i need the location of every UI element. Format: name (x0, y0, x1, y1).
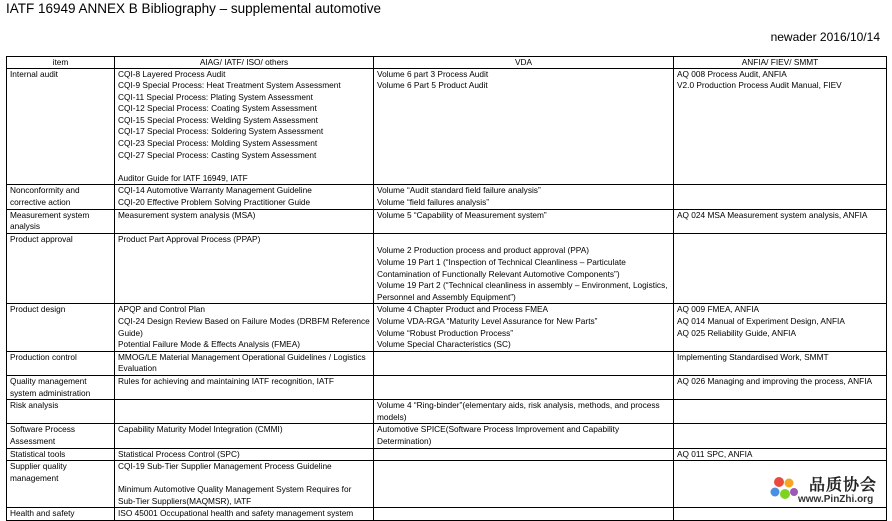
table-row (7, 209, 887, 233)
reference-entry: Implementing Standardised Work, SMMT (677, 351, 829, 362)
item-cell: Production control (7, 351, 115, 375)
reference-entry: CQI-9 Special Process: Heat Treatment System Assessment (118, 80, 341, 91)
table-row (7, 424, 887, 448)
reference-entry: Volume VDA-RGA “Maturity Level Assurance for New Parts” (377, 315, 598, 326)
reference-entry (118, 161, 370, 173)
anfia-cell (674, 351, 887, 375)
aiag-cell (115, 68, 374, 185)
reference-entry: CQI-24 Design Review Based on Failure Modes (DRBFM Reference Guide) (118, 315, 370, 338)
reference-entry: CQI-17 Special Process: Soldering System Assessment (118, 126, 324, 137)
reference-entry (118, 473, 370, 485)
anfia-cell (674, 185, 887, 209)
reference-entry: Volume “field failures analysis” (377, 197, 490, 208)
anfia-cell (674, 209, 887, 233)
anfia-cell (674, 304, 887, 351)
header-item: item (7, 57, 115, 69)
reference-entry: CQI-8 Layered Process Audit (118, 68, 226, 79)
reference-entry: CQI-20 Effective Problem Solving Practitioner Guide (118, 197, 311, 208)
author-date: newader 2016/10/14 (770, 30, 880, 44)
reference-entry: AQ 024 MSA Measurement system analysis, ANFIA (677, 209, 868, 220)
item-cell: Nonconformity and corrective action (7, 185, 115, 209)
item-cell: Risk analysis (7, 400, 115, 424)
item-cell: Measurement system analysis (7, 209, 115, 233)
reference-entry: AQ 026 Managing and improving the process, ANFIA (677, 375, 873, 386)
reference-entry: Volume Special Characteristics (SC) (377, 339, 511, 350)
vda-cell (374, 304, 674, 351)
reference-entry: Volume 4 Chapter Product and Process FMEA (377, 304, 549, 315)
aiag-cell (115, 508, 374, 521)
item-cell: Internal audit (7, 68, 115, 185)
anfia-cell (674, 400, 887, 424)
reference-entry: CQI-14 Automotive Warranty Management Guideline (118, 185, 312, 196)
vda-cell (374, 68, 674, 185)
table-row (7, 508, 887, 521)
aiag-cell (115, 375, 374, 399)
pinzhi-logo (765, 473, 889, 509)
aiag-cell (115, 304, 374, 351)
item-cell: Supplier quality management (7, 461, 115, 508)
anfia-cell (674, 233, 887, 304)
reference-entry: V2.0 Production Process Audit Manual, FIEV (677, 80, 842, 91)
table-row (7, 461, 887, 508)
reference-entry: AQ 014 Manual of Experiment Design, ANFIA (677, 315, 845, 326)
aiag-cell (115, 233, 374, 304)
vda-cell (374, 424, 674, 448)
table-row (7, 68, 887, 185)
reference-entry: AQ 008 Process Audit, ANFIA (677, 68, 787, 79)
table-row (7, 448, 887, 461)
header-vda: VDA (374, 57, 674, 69)
anfia-cell (674, 68, 887, 185)
item-cell: Health and safety (7, 508, 115, 521)
reference-entry: CQI-12 Special Process: Coating System Assessment (118, 103, 317, 114)
aiag-cell (115, 209, 374, 233)
anfia-cell (674, 508, 887, 521)
vda-cell (374, 233, 674, 304)
vda-cell (374, 461, 674, 508)
table-row (7, 304, 887, 351)
reference-entry: Minimum Automotive Quality Management System Requires for Sub-Tier Suppliers(MAQMSR), IATF (118, 484, 352, 506)
item-cell: Product design (7, 304, 115, 351)
reference-entry (377, 234, 670, 246)
reference-entry: CQI-23 Special Process: Molding System Assessment (118, 138, 318, 149)
reference-entry: Product Part Approval Process (PPAP) (118, 233, 261, 244)
item-cell: Quality management system administration (7, 375, 115, 399)
vda-cell (374, 400, 674, 424)
aiag-cell (115, 351, 374, 375)
table-row (7, 233, 887, 304)
anfia-cell (674, 424, 887, 448)
reference-entry: Volume 6 part 3 Process Audit (377, 68, 489, 79)
reference-entry: APQP and Control Plan (118, 304, 206, 315)
vda-cell (374, 448, 674, 461)
table-row (7, 400, 887, 424)
vda-cell (374, 185, 674, 209)
table-header-row (7, 57, 887, 69)
vda-cell (374, 209, 674, 233)
header-aiag: AIAG/ IATF/ ISO/ others (115, 57, 374, 69)
reference-entry: CQI-19 Sub-Tier Supplier Management Process Guideline (118, 461, 332, 472)
reference-entry: ISO 45001 Occupational health and safety management system (118, 508, 354, 519)
reference-entry: Volume “Robust Production Process” (377, 327, 514, 338)
reference-entry: Volume 6 Part 5 Product Audit (377, 80, 488, 91)
document-title: IATF 16949 ANNEX B Bibliography – supplemental automotive (6, 1, 381, 16)
logo-text: 品质协会 (809, 477, 878, 494)
aiag-cell (115, 400, 374, 424)
reference-entry: Volume 4 “Ring-binder”(elementary aids, risk analysis, methods, and process models) (377, 400, 660, 422)
reference-entry: Volume 2 Production process and product approval (PPA) (377, 245, 589, 256)
reference-entry: Volume 5 “Capability of Measurement system” (377, 209, 547, 220)
reference-entry: Volume 19 Part 1 (“Inspection of Technical Cleanliness – Particulate Contamination of Functionally Relevant Automotive Components”) (377, 257, 626, 279)
anfia-cell (674, 375, 887, 399)
reference-entry: CQI-15 Special Process: Welding System Assessment (118, 114, 318, 125)
aiag-cell (115, 424, 374, 448)
reference-entry: Capability Maturity Model Integration (CMMI) (118, 424, 283, 435)
logo-url: www.PinZhi.org (798, 494, 874, 505)
header-anfia: ANFIA/ FIEV/ SMMT (674, 57, 887, 69)
aiag-cell (115, 448, 374, 461)
reference-entry: MMOG/LE Material Management Operational Guidelines / Logistics Evaluation (118, 351, 366, 374)
bibliography-table (6, 56, 887, 521)
anfia-cell (674, 448, 887, 461)
reference-entry: AQ 009 FMEA, ANFIA (677, 304, 760, 315)
reference-entry: CQI-27 Special Process: Casting System Assessment (118, 149, 317, 160)
reference-entry: Measurement system analysis (MSA) (118, 209, 256, 220)
reference-entry: Automotive SPICE(Software Process Improvement and Capability Determination) (377, 424, 620, 446)
vda-cell (374, 375, 674, 399)
reference-entry: Volume 19 Part 2 (“Technical cleanliness in assembly – Environment, Logistics, Personnel and Assembly Equipment”) (377, 280, 668, 302)
reference-entry: AQ 011 SPC, ANFIA (677, 448, 753, 459)
item-cell: Software Process Assessment (7, 424, 115, 448)
reference-entry: AQ 025 Reliability Guide, ANFIA (677, 327, 796, 338)
item-cell: Product approval (7, 233, 115, 304)
table-row (7, 185, 887, 209)
table-body (7, 68, 887, 521)
reference-entry: Potential Failure Mode & Effects Analysis (FMEA) (118, 339, 300, 350)
reference-entry: Auditor Guide for IATF 16949, IATF (118, 172, 248, 183)
vda-cell (374, 351, 674, 375)
reference-entry: CQI-11 Special Process: Plating System Assessment (118, 91, 313, 102)
aiag-cell (115, 461, 374, 508)
vda-cell (374, 508, 674, 521)
item-cell: Statistical tools (7, 448, 115, 461)
aiag-cell (115, 185, 374, 209)
reference-entry: Rules for achieving and maintaining IATF recognition, IATF (118, 375, 334, 386)
reference-entry: Statistical Process Control (SPC) (118, 448, 240, 459)
reference-entry: Volume “Audit standard field failure analysis” (377, 185, 541, 196)
table-row (7, 351, 887, 375)
table-row (7, 375, 887, 399)
